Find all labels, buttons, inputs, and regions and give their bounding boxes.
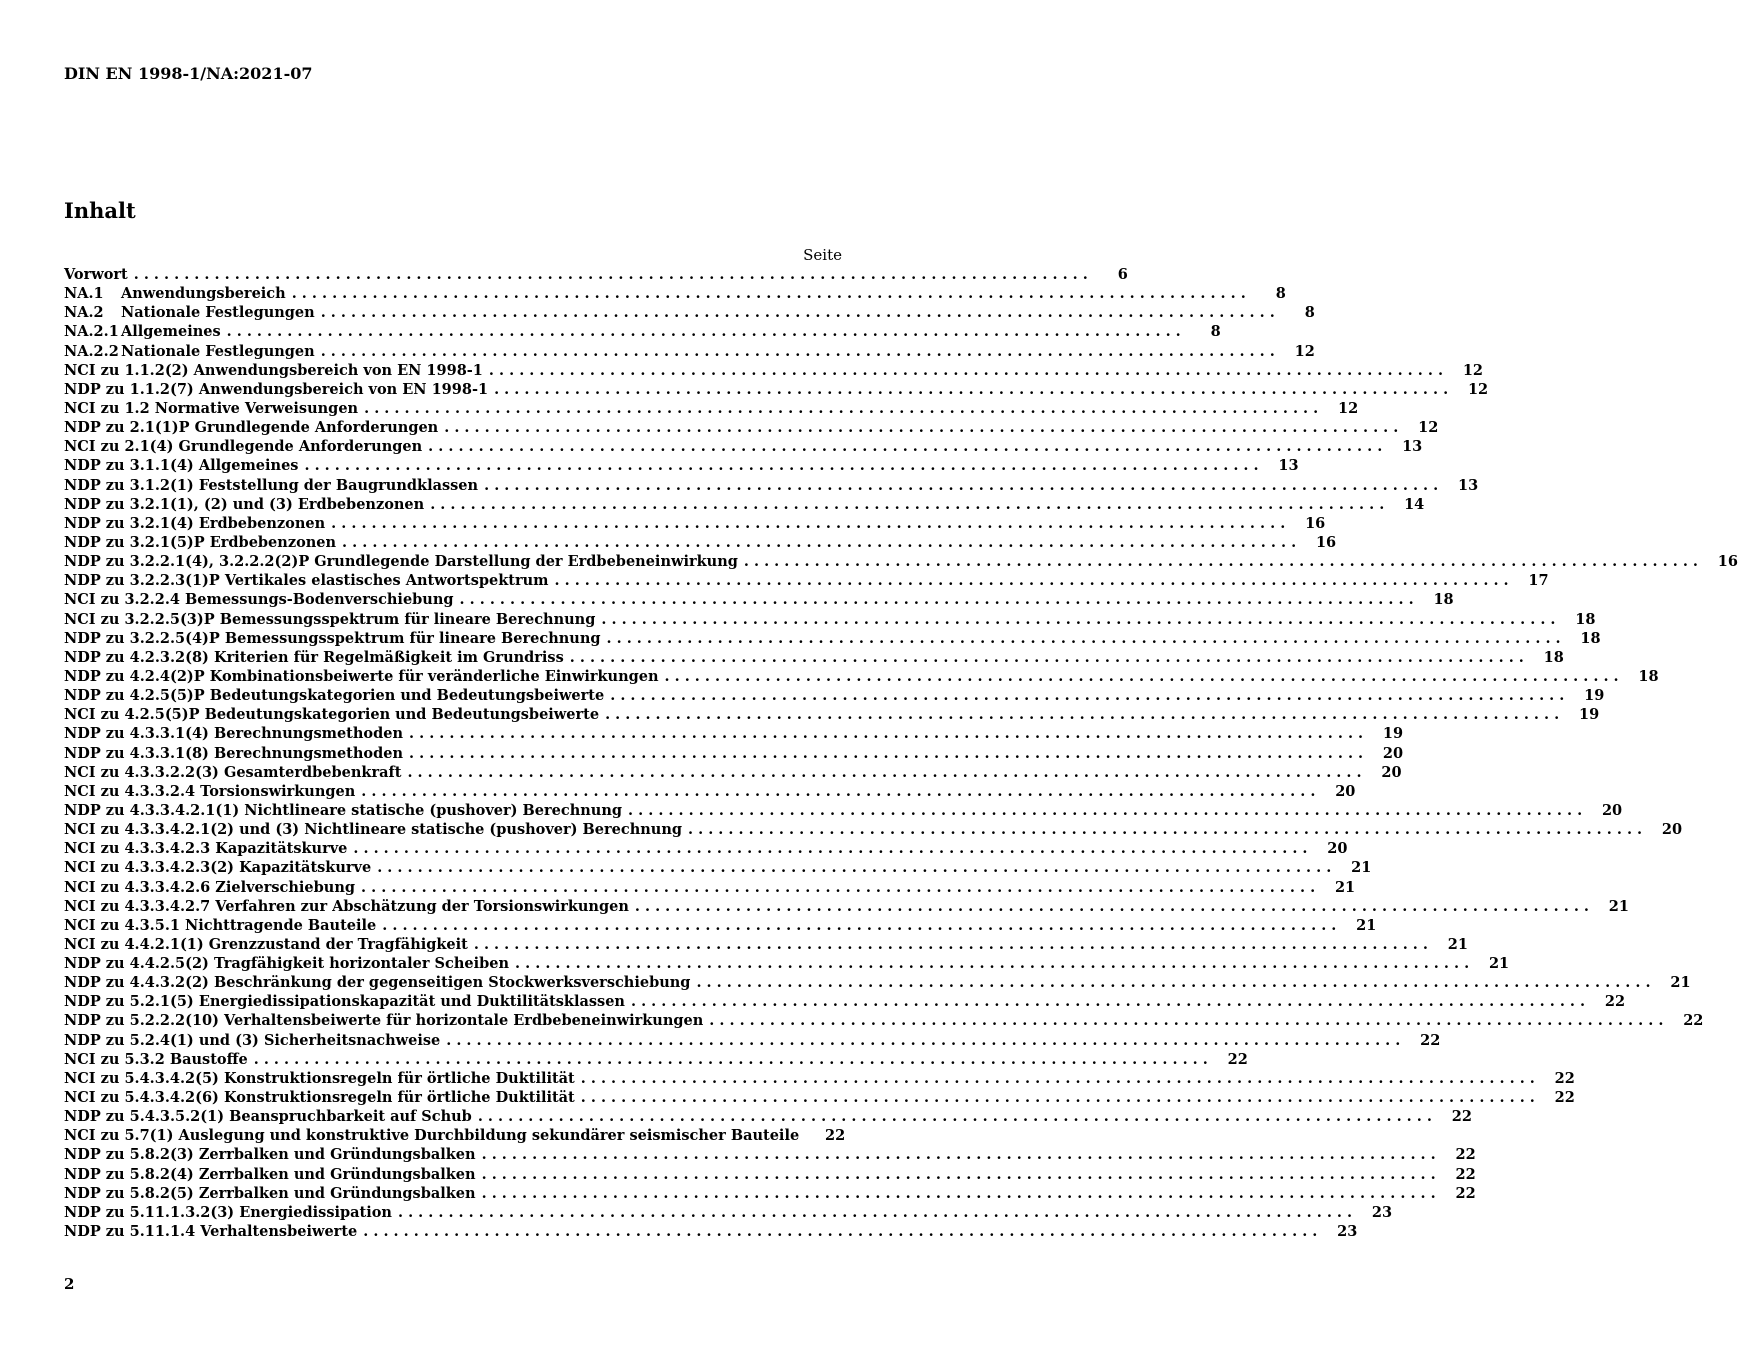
toc-entry-label: NDP zu 4.3.3.4.2.1(1) Nichtlineare statische (pushover) Berechnung bbox=[64, 801, 623, 819]
dot-leader bbox=[631, 992, 1585, 1011]
toc-entry-label: NDP zu 5.8.2(5) Zerrbalken und Gründungsbalken bbox=[64, 1184, 476, 1202]
dot-leader bbox=[581, 1088, 1535, 1107]
toc-entry[interactable] bbox=[64, 858, 1372, 877]
toc-entry-number: NA.2.1 bbox=[64, 323, 119, 341]
toc-entry-page: 22 bbox=[1455, 1165, 1476, 1183]
toc-entry-label: NCI zu 1.2 Normative Verweisungen bbox=[64, 399, 359, 417]
toc-entry-page: 8 bbox=[1275, 285, 1286, 303]
toc-entry[interactable] bbox=[64, 342, 1315, 361]
toc-entry-label: NCI zu 3.2.2.5(3)P Bemessungsspektrum für lineare Berechnung bbox=[64, 610, 596, 628]
toc-entry-label: NCI zu 5.4.3.4.2(6) Konstruktionsregeln für örtliche Duktilität bbox=[64, 1089, 575, 1107]
dot-leader bbox=[610, 686, 1564, 705]
toc-entry[interactable] bbox=[64, 590, 1454, 609]
dot-leader bbox=[494, 380, 1448, 399]
toc-entry-page: 20 bbox=[1382, 744, 1404, 762]
dot-leader bbox=[446, 1031, 1400, 1050]
toc-entry-number: NA.2.2 bbox=[64, 342, 119, 360]
toc-entry-label: NCI zu 4.3.3.4.2.6 Zielverschiebung bbox=[64, 878, 356, 896]
toc-entry[interactable] bbox=[64, 380, 1489, 399]
toc-entry-page: 12 bbox=[1462, 361, 1483, 379]
toc-entry-label: NDP zu 4.4.2.5(2) Tragfähigkeit horizontaler Scheiben bbox=[64, 955, 510, 973]
toc-entry-page: 8 bbox=[1304, 304, 1315, 322]
toc-entry[interactable] bbox=[64, 495, 1425, 514]
toc-entry[interactable] bbox=[64, 552, 1738, 571]
toc-entry-page: 21 bbox=[1351, 859, 1372, 877]
toc-entry-label: NCI zu 4.3.3.4.2.1(2) und (3) Nichtlineare statische (pushover) Berechnung bbox=[64, 821, 683, 839]
toc-entry-label: NDP zu 3.2.2.3(1)P Vertikales elastisches Antwortspektrum bbox=[64, 572, 549, 590]
toc-entry-label: NCI zu 5.3.2 Baustoffe bbox=[64, 1050, 248, 1068]
dot-leader bbox=[407, 763, 1361, 782]
dot-leader bbox=[482, 1184, 1436, 1203]
toc-entry-label: NDP zu 4.3.3.1(8) Berechnungsmethoden bbox=[64, 744, 403, 762]
toc-entry-page: 13 bbox=[1458, 476, 1479, 494]
toc-entry-label: Nationale Festlegungen bbox=[121, 342, 315, 360]
toc-entry-page: 14 bbox=[1404, 495, 1425, 513]
toc-entry[interactable] bbox=[64, 1222, 1358, 1241]
dot-leader bbox=[744, 552, 1698, 571]
toc-entry[interactable] bbox=[64, 418, 1439, 437]
dot-leader bbox=[364, 399, 1318, 418]
dot-leader bbox=[377, 858, 1331, 877]
dot-leader bbox=[482, 1165, 1436, 1184]
toc-entry-label: NCI zu 4.4.2.1(1) Grenzzustand der Tragfähigkeit bbox=[64, 935, 468, 953]
dot-leader bbox=[363, 1222, 1317, 1241]
dot-leader bbox=[484, 476, 1438, 495]
toc-entry[interactable] bbox=[64, 533, 1337, 552]
toc-entry-label: NDP zu 5.4.3.5.2(1) Beanspruchbarkeit auf Schub bbox=[64, 1108, 472, 1126]
dot-leader bbox=[628, 801, 1582, 820]
toc-entry[interactable] bbox=[64, 629, 1601, 648]
toc-entry-label: NCI zu 5.7(1) Auslegung und konstruktive Durchbildung sekundärer seismischer Bauteile bbox=[64, 1127, 800, 1145]
toc-entry-label: NDP zu 5.8.2(4) Zerrbalken und Gründungsbalken bbox=[64, 1165, 476, 1183]
toc-entry-page: 23 bbox=[1337, 1223, 1358, 1241]
toc-entry-page: 21 bbox=[1447, 935, 1468, 953]
toc-entry[interactable] bbox=[64, 801, 1623, 820]
toc-entry-page: 18 bbox=[1580, 629, 1601, 647]
toc-entry-page: 19 bbox=[1578, 706, 1600, 724]
toc-entry[interactable] bbox=[64, 1184, 1476, 1203]
toc-entry-label: NCI zu 4.3.3.2.2(3) Gesamterdbebenkraft bbox=[64, 763, 402, 781]
toc-entry[interactable] bbox=[64, 839, 1348, 858]
toc-entry[interactable] bbox=[64, 954, 1510, 973]
toc-entry[interactable] bbox=[64, 399, 1359, 418]
toc-entry-label: NCI zu 4.3.3.4.2.7 Verfahren zur Abschätzung der Torsionswirkungen bbox=[64, 897, 629, 915]
toc-entry-label: NDP zu 4.4.3.2(2) Beschränkung der gegenseitigen Stockwerksverschiebung bbox=[64, 974, 691, 992]
toc-entry-label: NDP zu 3.2.2.1(4), 3.2.2.2(2)P Grundlegende Darstellung der Erdbebeneinwirkung bbox=[64, 553, 738, 571]
dot-leader bbox=[321, 342, 1275, 361]
dot-leader bbox=[570, 648, 1524, 667]
toc-entry-page: 18 bbox=[1638, 667, 1659, 685]
toc-entry-label: NDP zu 5.2.2.2(10) Verhaltensbeiwerte für horizontale Erdbebeneinwirkungen bbox=[64, 1012, 704, 1030]
toc-entry-label: NDP zu 5.2.1(5) Energiedissipationskapazität und Duktilitätsklassen bbox=[64, 993, 625, 1011]
toc-entry[interactable] bbox=[64, 667, 1659, 686]
toc-entry[interactable] bbox=[64, 456, 1299, 475]
dot-leader bbox=[134, 265, 1088, 284]
toc-entry-label: Vorwort bbox=[64, 266, 128, 283]
table-of-contents bbox=[64, 265, 1738, 1241]
toc-entry[interactable] bbox=[64, 265, 1128, 284]
dot-leader bbox=[304, 456, 1258, 475]
toc-entry[interactable] bbox=[64, 1107, 1472, 1126]
toc-entry-label: NCI zu 4.3.3.4.2.3 Kapazitätskurve bbox=[64, 840, 348, 858]
dot-leader bbox=[292, 284, 1246, 303]
toc-entry[interactable] bbox=[64, 1011, 1704, 1030]
toc-entry-page: 22 bbox=[1451, 1108, 1472, 1126]
toc-entry-page: 22 bbox=[1455, 1184, 1476, 1202]
page-title: Inhalt bbox=[64, 198, 136, 223]
toc-entry-page: 22 bbox=[1604, 993, 1626, 1011]
toc-entry-page: 20 bbox=[1335, 782, 1356, 800]
dot-leader bbox=[555, 571, 1509, 590]
dot-leader bbox=[607, 629, 1561, 648]
toc-entry-page: 12 bbox=[1294, 342, 1315, 360]
dot-leader bbox=[581, 1069, 1535, 1088]
dot-leader bbox=[489, 361, 1443, 380]
toc-entry-label: NDP zu 5.2.4(1) und (3) Sicherheitsnachweise bbox=[64, 1031, 441, 1049]
toc-entry[interactable] bbox=[64, 1088, 1575, 1107]
toc-entry[interactable] bbox=[64, 1031, 1441, 1050]
dot-leader bbox=[409, 744, 1363, 763]
toc-entry-number: NA.1 bbox=[64, 285, 104, 303]
toc-entry-label: NCI zu 4.2.5(5)P Bedeutungskategorien und Bedeutungsbeiwerte bbox=[64, 706, 600, 724]
dot-leader bbox=[605, 705, 1559, 724]
toc-entry-page: 22 bbox=[1554, 1069, 1575, 1087]
toc-entry[interactable] bbox=[64, 1069, 1575, 1088]
dot-leader bbox=[361, 782, 1315, 801]
dot-leader bbox=[696, 973, 1650, 992]
toc-entry-page: 18 bbox=[1575, 610, 1596, 628]
toc-entry-label: NCI zu 4.3.3.4.2.3(2) Kapazitätskurve bbox=[64, 859, 372, 877]
toc-entry[interactable] bbox=[64, 1165, 1476, 1184]
toc-entry[interactable] bbox=[64, 763, 1402, 782]
toc-entry-page: 22 bbox=[825, 1127, 846, 1145]
dot-leader bbox=[601, 610, 1555, 629]
dot-leader bbox=[665, 667, 1619, 686]
toc-entry-page: 16 bbox=[1315, 533, 1337, 551]
page-number: 2 bbox=[64, 1275, 75, 1293]
dot-leader bbox=[444, 418, 1398, 437]
toc-entry-number: NA.2 bbox=[64, 304, 104, 322]
toc-entry-label: NCI zu 4.3.3.2.4 Torsionswirkungen bbox=[64, 782, 356, 800]
toc-entry-page: 12 bbox=[1467, 380, 1489, 398]
dot-leader bbox=[478, 1107, 1432, 1126]
dot-leader bbox=[398, 1203, 1352, 1222]
toc-entry[interactable] bbox=[64, 648, 1564, 667]
toc-entry-page: 22 bbox=[1683, 1012, 1704, 1030]
toc-entry-page: 20 bbox=[1327, 840, 1348, 858]
toc-entry-label: NCI zu 2.1(4) Grundlegende Anforderungen bbox=[64, 438, 423, 456]
toc-entry-page: 22 bbox=[1227, 1050, 1248, 1068]
toc-entry-page: 23 bbox=[1371, 1203, 1393, 1221]
toc-entry[interactable] bbox=[64, 322, 1221, 341]
dot-leader bbox=[353, 839, 1307, 858]
dot-leader bbox=[321, 303, 1275, 322]
toc-entry[interactable] bbox=[64, 782, 1356, 801]
toc-entry-page: 21 bbox=[1670, 974, 1691, 992]
toc-entry-label: Allgemeines bbox=[121, 323, 221, 341]
toc-entry[interactable] bbox=[64, 1203, 1393, 1222]
toc-entry[interactable] bbox=[64, 476, 1479, 495]
toc-entry-label: NDP zu 1.1.2(7) Anwendungsbereich von EN 1998-1 bbox=[64, 380, 489, 398]
toc-entry-page: 12 bbox=[1418, 419, 1439, 437]
toc-entry-page: 22 bbox=[1554, 1089, 1575, 1107]
toc-entry-page: 21 bbox=[1334, 878, 1356, 896]
dot-leader bbox=[331, 514, 1285, 533]
toc-entry-label: NDP zu 3.2.2.5(4)P Bemessungsspektrum für lineare Berechnung bbox=[64, 629, 601, 647]
dot-leader bbox=[227, 322, 1181, 341]
toc-entry-page: 20 bbox=[1381, 763, 1402, 781]
toc-entry[interactable] bbox=[64, 361, 1483, 380]
toc-entry-label: Anwendungsbereich bbox=[121, 285, 286, 303]
toc-entry-page: 18 bbox=[1543, 648, 1564, 666]
toc-entry[interactable] bbox=[64, 724, 1404, 743]
dot-leader bbox=[709, 1011, 1663, 1030]
toc-entry-page: 22 bbox=[1420, 1031, 1441, 1049]
toc-entry[interactable] bbox=[64, 820, 1683, 839]
toc-entry-label: NDP zu 5.11.1.4 Verhaltensbeiwerte bbox=[64, 1223, 358, 1241]
toc-entry-page: 21 bbox=[1608, 897, 1629, 915]
document-id: DIN EN 1998-1/NA:2021-07 bbox=[64, 64, 313, 83]
toc-entry-label: NDP zu 4.3.3.1(4) Berechnungsmethoden bbox=[64, 725, 403, 743]
toc-entry-page: 22 bbox=[1455, 1146, 1476, 1164]
toc-entry-label: NCI zu 3.2.2.4 Bemessungs-Bodenverschiebung bbox=[64, 591, 454, 609]
toc-entry-page: 16 bbox=[1717, 553, 1738, 571]
toc-entry-label: NCI zu 4.3.5.1 Nichttragende Bauteile bbox=[64, 916, 377, 934]
dot-leader bbox=[430, 495, 1384, 514]
dot-leader bbox=[460, 590, 1414, 609]
toc-entry[interactable] bbox=[64, 1145, 1476, 1164]
toc-entry-page: 13 bbox=[1402, 438, 1423, 456]
toc-entry-label: NDP zu 4.2.3.2(8) Kriterien für Regelmäßigkeit im Grundriss bbox=[64, 648, 564, 666]
toc-entry[interactable] bbox=[64, 992, 1626, 1011]
dot-leader bbox=[635, 897, 1589, 916]
toc-entry[interactable] bbox=[64, 437, 1423, 456]
toc-entry[interactable] bbox=[64, 935, 1468, 954]
dot-leader bbox=[688, 820, 1642, 839]
toc-entry-label: NDP zu 3.1.2(1) Feststellung der Baugrundklassen bbox=[64, 476, 479, 494]
toc-entry-label: NDP zu 5.11.1.3.2(3) Energiedissipation bbox=[64, 1203, 392, 1221]
toc-entry-page: 19 bbox=[1584, 687, 1605, 705]
toc-entry-label: NDP zu 4.2.4(2)P Kombinationsbeiwerte für veränderliche Einwirkungen bbox=[64, 667, 659, 685]
toc-entry-label: NCI zu 1.1.2(2) Anwendungsbereich von EN 1998-1 bbox=[64, 361, 483, 379]
toc-entry[interactable] bbox=[64, 1050, 1248, 1069]
toc-entry[interactable] bbox=[64, 571, 1549, 590]
toc-entry-page: 6 bbox=[1117, 266, 1128, 283]
toc-entry[interactable] bbox=[64, 916, 1377, 935]
toc-entry-label: NDP zu 4.2.5(5)P Bedeutungskategorien und Bedeutungsbeiwerte bbox=[64, 687, 605, 705]
toc-entry-label: NDP zu 2.1(1)P Grundlegende Anforderungen bbox=[64, 419, 439, 437]
toc-entry[interactable] bbox=[64, 514, 1326, 533]
toc-entry[interactable] bbox=[64, 744, 1404, 763]
dot-leader bbox=[474, 935, 1428, 954]
dot-leader bbox=[382, 916, 1336, 935]
toc-entry-page: 19 bbox=[1382, 725, 1404, 743]
page-column-label: Seite bbox=[803, 246, 842, 264]
dot-leader bbox=[342, 533, 1296, 552]
toc-entry-page: 16 bbox=[1305, 514, 1326, 532]
toc-entry[interactable] bbox=[64, 705, 1600, 724]
toc-entry-page: 12 bbox=[1338, 399, 1359, 417]
toc-entry-page: 8 bbox=[1210, 323, 1221, 341]
dot-leader bbox=[482, 1145, 1436, 1164]
toc-entry-page: 21 bbox=[1356, 916, 1377, 934]
toc-entry-label: NDP zu 3.2.1(1), (2) und (3) Erdbebenzonen bbox=[64, 495, 425, 513]
toc-entry-page: 18 bbox=[1433, 591, 1454, 609]
toc-entry-label: Nationale Festlegungen bbox=[121, 304, 315, 322]
toc-entry-page: 20 bbox=[1661, 821, 1683, 839]
toc-entry[interactable] bbox=[64, 897, 1629, 916]
toc-entry[interactable] bbox=[64, 973, 1691, 992]
dot-leader bbox=[254, 1050, 1208, 1069]
toc-entry-page: 21 bbox=[1488, 955, 1510, 973]
toc-entry-label: NDP zu 3.2.1(4) Erdbebenzonen bbox=[64, 514, 326, 532]
dot-leader bbox=[428, 437, 1382, 456]
toc-entry[interactable] bbox=[64, 303, 1315, 322]
toc-entry-page: 20 bbox=[1601, 801, 1623, 819]
toc-entry-label: NCI zu 5.4.3.4.2(5) Konstruktionsregeln für örtliche Duktilität bbox=[64, 1069, 575, 1087]
toc-entry[interactable] bbox=[64, 610, 1596, 629]
toc-entry[interactable] bbox=[64, 1126, 846, 1145]
toc-entry-label: NDP zu 5.8.2(3) Zerrbalken und Gründungsbalken bbox=[64, 1146, 476, 1164]
toc-entry-page: 13 bbox=[1278, 457, 1299, 475]
toc-entry-page: 17 bbox=[1528, 572, 1549, 590]
toc-entry[interactable] bbox=[64, 878, 1356, 897]
toc-entry-label: NDP zu 3.1.1(4) Allgemeines bbox=[64, 457, 299, 475]
toc-entry[interactable] bbox=[64, 284, 1286, 303]
toc-entry[interactable] bbox=[64, 686, 1605, 705]
dot-leader bbox=[409, 724, 1363, 743]
toc-entry-label: NDP zu 3.2.1(5)P Erdbebenzonen bbox=[64, 533, 337, 551]
dot-leader bbox=[515, 954, 1469, 973]
dot-leader bbox=[361, 878, 1315, 897]
